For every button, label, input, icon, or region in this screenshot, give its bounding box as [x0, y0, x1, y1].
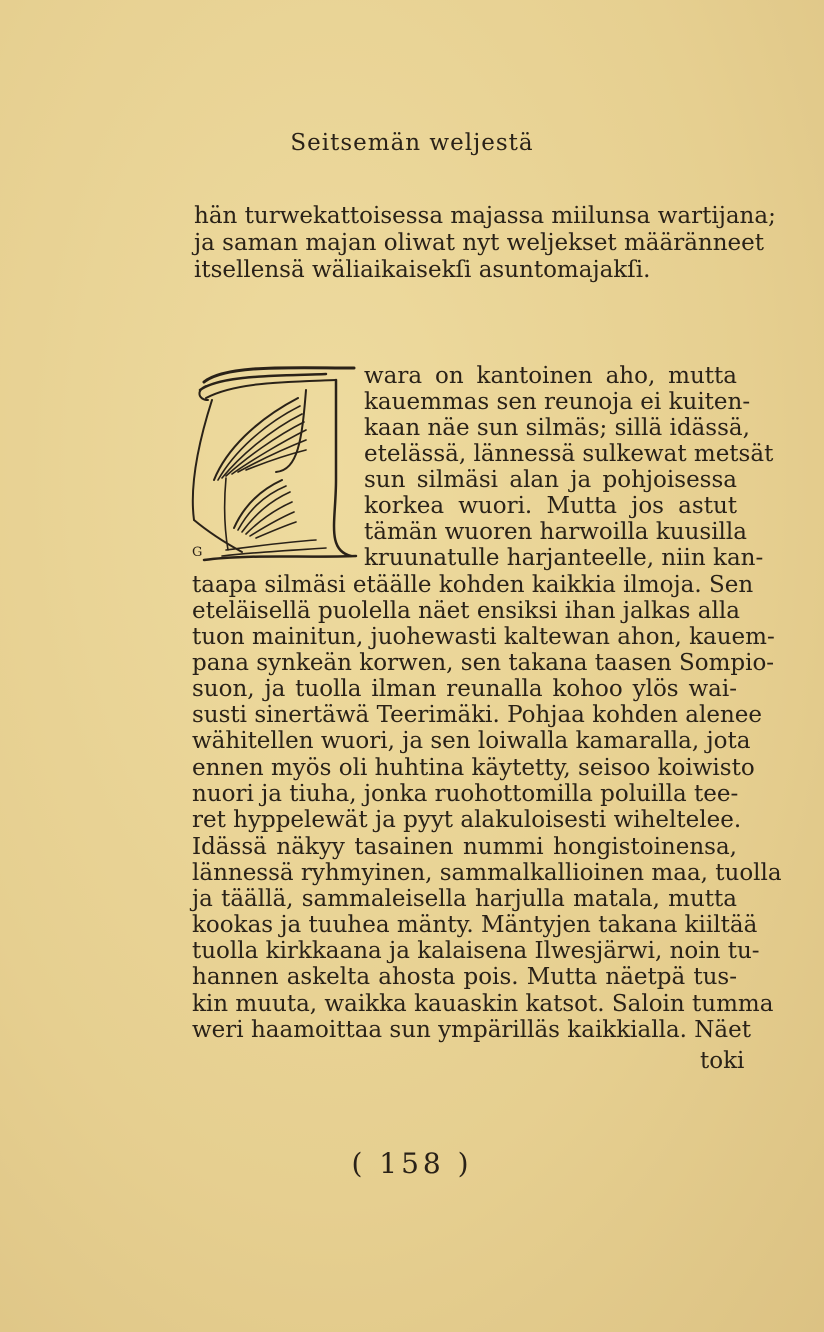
text-line: korkea wuori. Mutta jos astut — [364, 493, 737, 519]
text-line: eteläisellä puolella näet ensiksi ihan jalkas alla — [192, 598, 740, 624]
text-line: lännessä ryhmyinen, sammalkallioinen maa, tuolla — [192, 860, 782, 886]
text-line: kookas ja tuuhea mänty. Mäntyjen takana kiiltää — [192, 912, 758, 938]
text-line: weri haamoittaa sun ympärilläs kaikkialla. Näet — [192, 1017, 751, 1043]
text-line: suon, ja tuolla ilman reunalla kohoo ylös wai- — [192, 676, 737, 702]
decorated-initial-t-icon — [186, 360, 362, 572]
catchword: toki — [700, 1048, 745, 1074]
text-line: ja saman majan oliwat nyt weljekset määränneet — [194, 230, 765, 256]
text-line: itsellensä wäliaikaisekſi asuntomajakſi. — [194, 257, 651, 283]
text-line: susti sinertäwä Teerimäki. Pohjaa kohden alenee — [192, 702, 762, 728]
text-line: tämän wuoren harwoilla kuusilla — [364, 519, 747, 545]
text-line: Idässä näkyy tasainen nummi hongistoinensa, — [192, 834, 737, 860]
text-line: wara on kantoinen aho, mutta — [364, 363, 737, 389]
text-line: tuon mainitun, juohewasti kaltewan ahon, kauem- — [192, 624, 775, 650]
text-line: wähitellen wuori, ja sen loiwalla kamaralla, jota — [192, 728, 751, 754]
page-number: ( 158 ) — [351, 1147, 473, 1180]
running-head: Seitsemän weljestä — [290, 130, 534, 156]
text-line: kaan näe sun silmäs; sillä idässä, — [364, 415, 750, 441]
text-line: tuolla kirkkaana ja kalaisena Ilwesjärwi, noin tu- — [192, 938, 760, 964]
text-line: ennen myös oli huhtina käytetty, seisoo koiwisto — [192, 755, 755, 781]
text-line: kin muuta, waikka kauaskin katsot. Saloin tumma — [192, 991, 774, 1017]
text-line: pana synkeän korwen, sen takana taasen Sompio- — [192, 650, 775, 676]
text-line: kruunatulle harjanteelle, niin kan- — [364, 545, 764, 571]
decorated-initial — [186, 360, 362, 572]
text-line: taapa silmäsi etäälle kohden kaikkia ilmoja. Sen — [192, 572, 754, 598]
text-line: kauemmas sen reunoja ei kuiten- — [364, 389, 751, 415]
text-line: ja täällä, sammaleisella harjulla matala, mutta — [192, 886, 737, 912]
text-line: hän turwekattoisessa majassa miilunsa wartijana; — [194, 203, 776, 229]
text-line: ret hyppelewät ja pyyt alakuloisesti wiheltelee. — [192, 807, 742, 833]
text-line: nuori ja tiuha, jonka ruohottomilla poluilla tee- — [192, 781, 739, 807]
text-line: etelässä, lännessä sulkewat metsät — [364, 441, 774, 467]
text-line: sun silmäsi alan ja pohjoisessa — [364, 467, 737, 493]
text-line: hannen askelta ahosta pois. Mutta näetpä tus- — [192, 964, 737, 990]
svg-text:G: G — [192, 545, 203, 560]
